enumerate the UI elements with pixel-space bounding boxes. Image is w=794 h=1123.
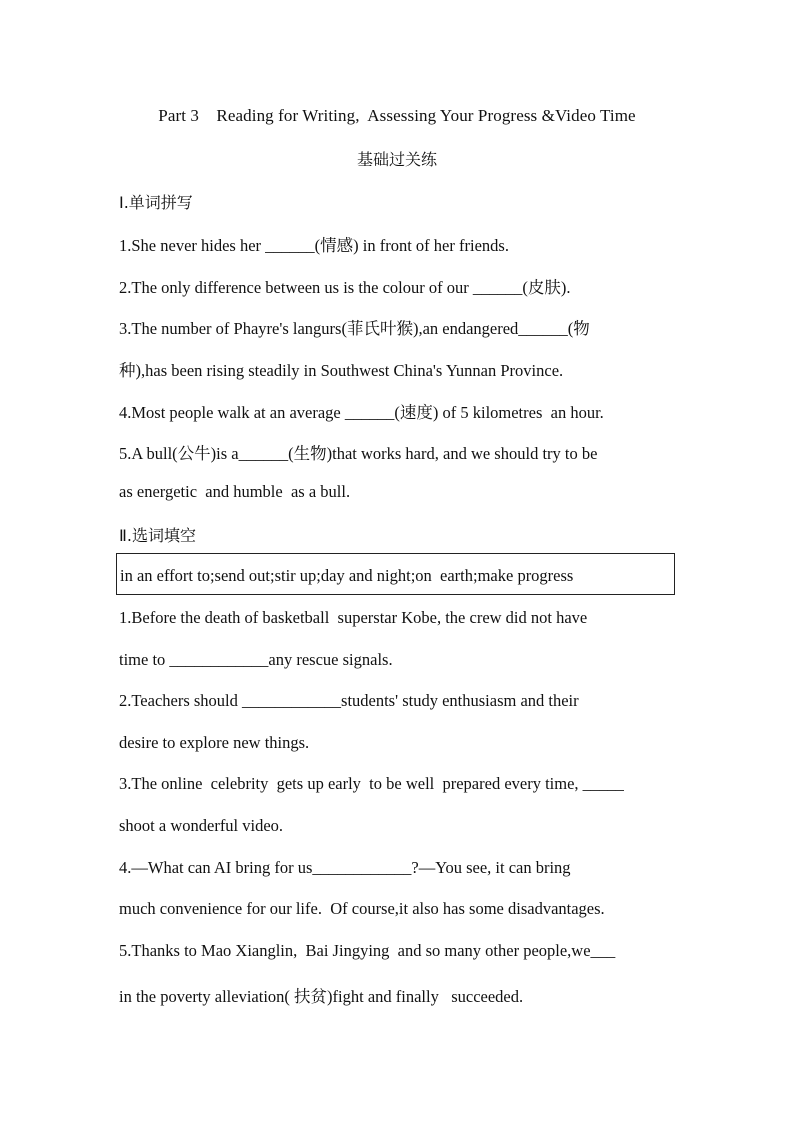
exercise-line: 2.Teachers should ____________students' study enthusiasm and their xyxy=(119,691,579,710)
exercise-line: 种),has been rising steadily in Southwest China's Yunnan Province. xyxy=(119,361,564,380)
page-title: Part 3 Reading for Writing, Assessing Your Progress &Video Time xyxy=(158,106,636,125)
exercise-line: 1.She never hides her ______(情感) in front of her friends. xyxy=(119,236,509,255)
exercise-line: 3.The number of Phayre's langurs(菲氏叶猴),an endangered______(物 xyxy=(119,319,590,338)
exercise-line: 5.Thanks to Mao Xianglin, Bai Jingying and so many other people,we___ xyxy=(119,941,616,960)
exercise-line: time to ____________any rescue signals. xyxy=(119,650,393,669)
section-2-heading: Ⅱ.选词填空 xyxy=(119,526,196,545)
page-subtitle: 基础过关练 xyxy=(356,150,437,169)
exercise-line: 5.A bull(公牛)is a______(生物)that works hard, and we should try to be xyxy=(119,444,598,463)
exercise-line: 3.The online celebrity gets up early to be well prepared every time, _____ xyxy=(119,774,624,793)
exercise-line: shoot a wonderful video. xyxy=(119,816,284,835)
exercise-line: 1.Before the death of basketball superstar Kobe, the crew did not have xyxy=(119,608,588,627)
exercise-line: 4.—What can AI bring for us____________?—You see, it can bring xyxy=(119,858,571,877)
exercise-line: 4.Most people walk at an average ______(速度) of 5 kilometres an hour. xyxy=(119,403,604,422)
word-bank-text: in an effort to;send out;stir up;day and night;on earth;make progress xyxy=(120,566,574,585)
exercise-line: as energetic and humble as a bull. xyxy=(119,482,351,501)
exercise-line: in the poverty alleviation( 扶贫)fight and finally succeeded. xyxy=(119,987,524,1006)
exercise-line: desire to explore new things. xyxy=(119,733,310,752)
exercise-line: 2.The only difference between us is the colour of our ______(皮肤). xyxy=(119,278,571,297)
exercise-line: much convenience for our life. Of course,it also has some disadvantages. xyxy=(119,899,605,918)
section-1-heading: Ⅰ.单词拼写 xyxy=(119,193,193,212)
word-bank-box xyxy=(116,553,675,595)
